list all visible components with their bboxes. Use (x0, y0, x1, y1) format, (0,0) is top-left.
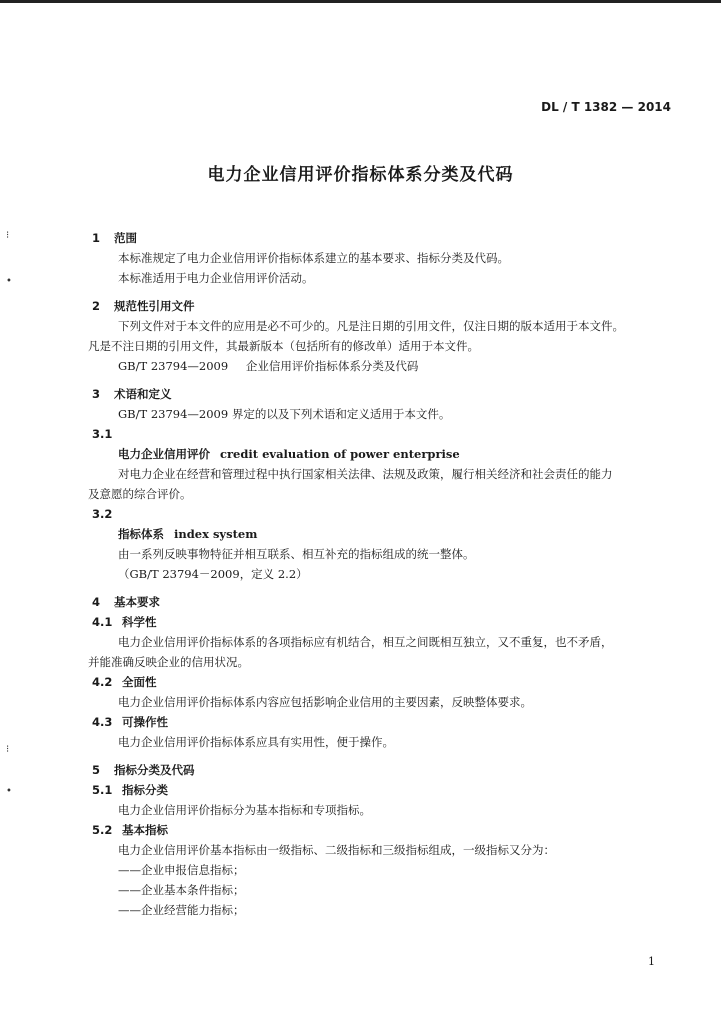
section-number: 4 (92, 595, 101, 609)
paragraph: 本标准规定了电力企业信用评价指标体系建立的基本要求、指标分类及代码。 (118, 251, 509, 265)
term-english: credit evaluation of power enterprise (220, 447, 460, 461)
clause-number: 5.1 (92, 783, 113, 797)
margin-mark: ⁝ (6, 744, 10, 755)
clause-heading (92, 672, 670, 692)
margin-mark: • (6, 786, 12, 797)
section-number: 2 (92, 299, 101, 313)
clause-title: 基本指标 (122, 823, 168, 837)
clause-number: 4.2 (92, 675, 113, 689)
term-entry (92, 524, 670, 544)
list-item: ——企业基本条件指标； (118, 883, 245, 897)
clause-heading (92, 780, 670, 800)
clause-heading (92, 820, 670, 840)
margin-mark: ⁝ (6, 230, 10, 241)
section-number: 1 (92, 231, 101, 245)
section-title: 指标分类及代码 (114, 763, 195, 777)
section-title: 规范性引用文件 (114, 299, 195, 313)
term-number: 3.1 (92, 427, 113, 441)
paragraph: 电力企业信用评价指标体系内容应包括影响企业信用的主要因素，反映整体要求。 (118, 695, 532, 709)
document-title: 电力企业信用评价指标体系分类及代码 (207, 165, 514, 185)
document-body (88, 228, 670, 920)
section-heading-terms (92, 384, 670, 404)
term-english: index system (174, 527, 258, 541)
term-chinese: 指标体系 (118, 527, 164, 541)
term-number: 3.2 (92, 507, 113, 521)
clause-number: 4.1 (92, 615, 113, 629)
paragraph: 本标准适用于电力企业信用评价活动。 (118, 271, 314, 285)
paragraph-continuation: 并能准确反映企业的信用状况。 (88, 655, 249, 669)
paragraph: GB/T 23794—2009 界定的以及下列术语和定义适用于本文件。 (118, 407, 451, 421)
reference-entry (92, 356, 670, 376)
clause-title: 指标分类 (122, 783, 168, 797)
paragraph: 下列文件对于本文件的应用是必不可少的。凡是注日期的引用文件，仅注日期的版本适用于本文件。 (118, 319, 624, 333)
term-chinese: 电力企业信用评价 (118, 447, 210, 461)
term-definition: 由一系列反映事物特征并相互联系、相互补充的指标组成的统一整体。 (118, 547, 475, 561)
paragraph-continuation: 凡是不注日期的引用文件，其最新版本（包括所有的修改单）适用于本文件。 (88, 339, 479, 353)
clause-number: 4.3 (92, 715, 113, 729)
section-heading-scope (92, 228, 670, 248)
paragraph: 电力企业信用评价基本指标由一级指标、二级指标和三级指标组成，一级指标又分为： (118, 843, 555, 857)
paragraph: 电力企业信用评价指标分为基本指标和专项指标。 (118, 803, 371, 817)
reference-title: 企业信用评价指标体系分类及代码 (245, 359, 419, 373)
standard-code: DL / T 1382 — 2014 (541, 100, 671, 114)
section-heading-normative-references (92, 296, 670, 316)
clause-number: 5.2 (92, 823, 113, 837)
section-title: 术语和定义 (114, 387, 172, 401)
section-number: 5 (92, 763, 101, 777)
clause-title: 全面性 (122, 675, 157, 689)
term-definition: 对电力企业在经营和管理过程中执行国家相关法律、法规及政策，履行相关经济和社会责任的能力 (118, 467, 613, 481)
term-definition-continuation: 及意愿的综合评价。 (88, 487, 192, 501)
reference-code: GB/T 23794—2009 (118, 359, 229, 373)
clause-title: 科学性 (122, 615, 157, 629)
clause-heading (92, 712, 670, 732)
margin-mark: • (6, 276, 12, 287)
list-item: ——企业申报信息指标； (118, 863, 245, 877)
paragraph: 电力企业信用评价指标体系的各项指标应有机结合，相互之间既相互独立，又不重复，也不矛盾， (118, 635, 613, 649)
top-border-line (0, 0, 721, 3)
section-heading-classification (92, 760, 670, 780)
section-title: 基本要求 (114, 595, 160, 609)
term-entry (92, 444, 670, 464)
term-source: （GB/T 23794－2009，定义 2.2） (118, 567, 308, 581)
section-number: 3 (92, 387, 101, 401)
section-title: 范围 (114, 231, 137, 245)
section-heading-basic-requirements (92, 592, 670, 612)
list-item: ——企业经营能力指标； (118, 903, 245, 917)
paragraph: 电力企业信用评价指标体系应具有实用性，便于操作。 (118, 735, 394, 749)
page-number: 1 (648, 955, 655, 968)
clause-title: 可操作性 (122, 715, 168, 729)
clause-heading (92, 612, 670, 632)
